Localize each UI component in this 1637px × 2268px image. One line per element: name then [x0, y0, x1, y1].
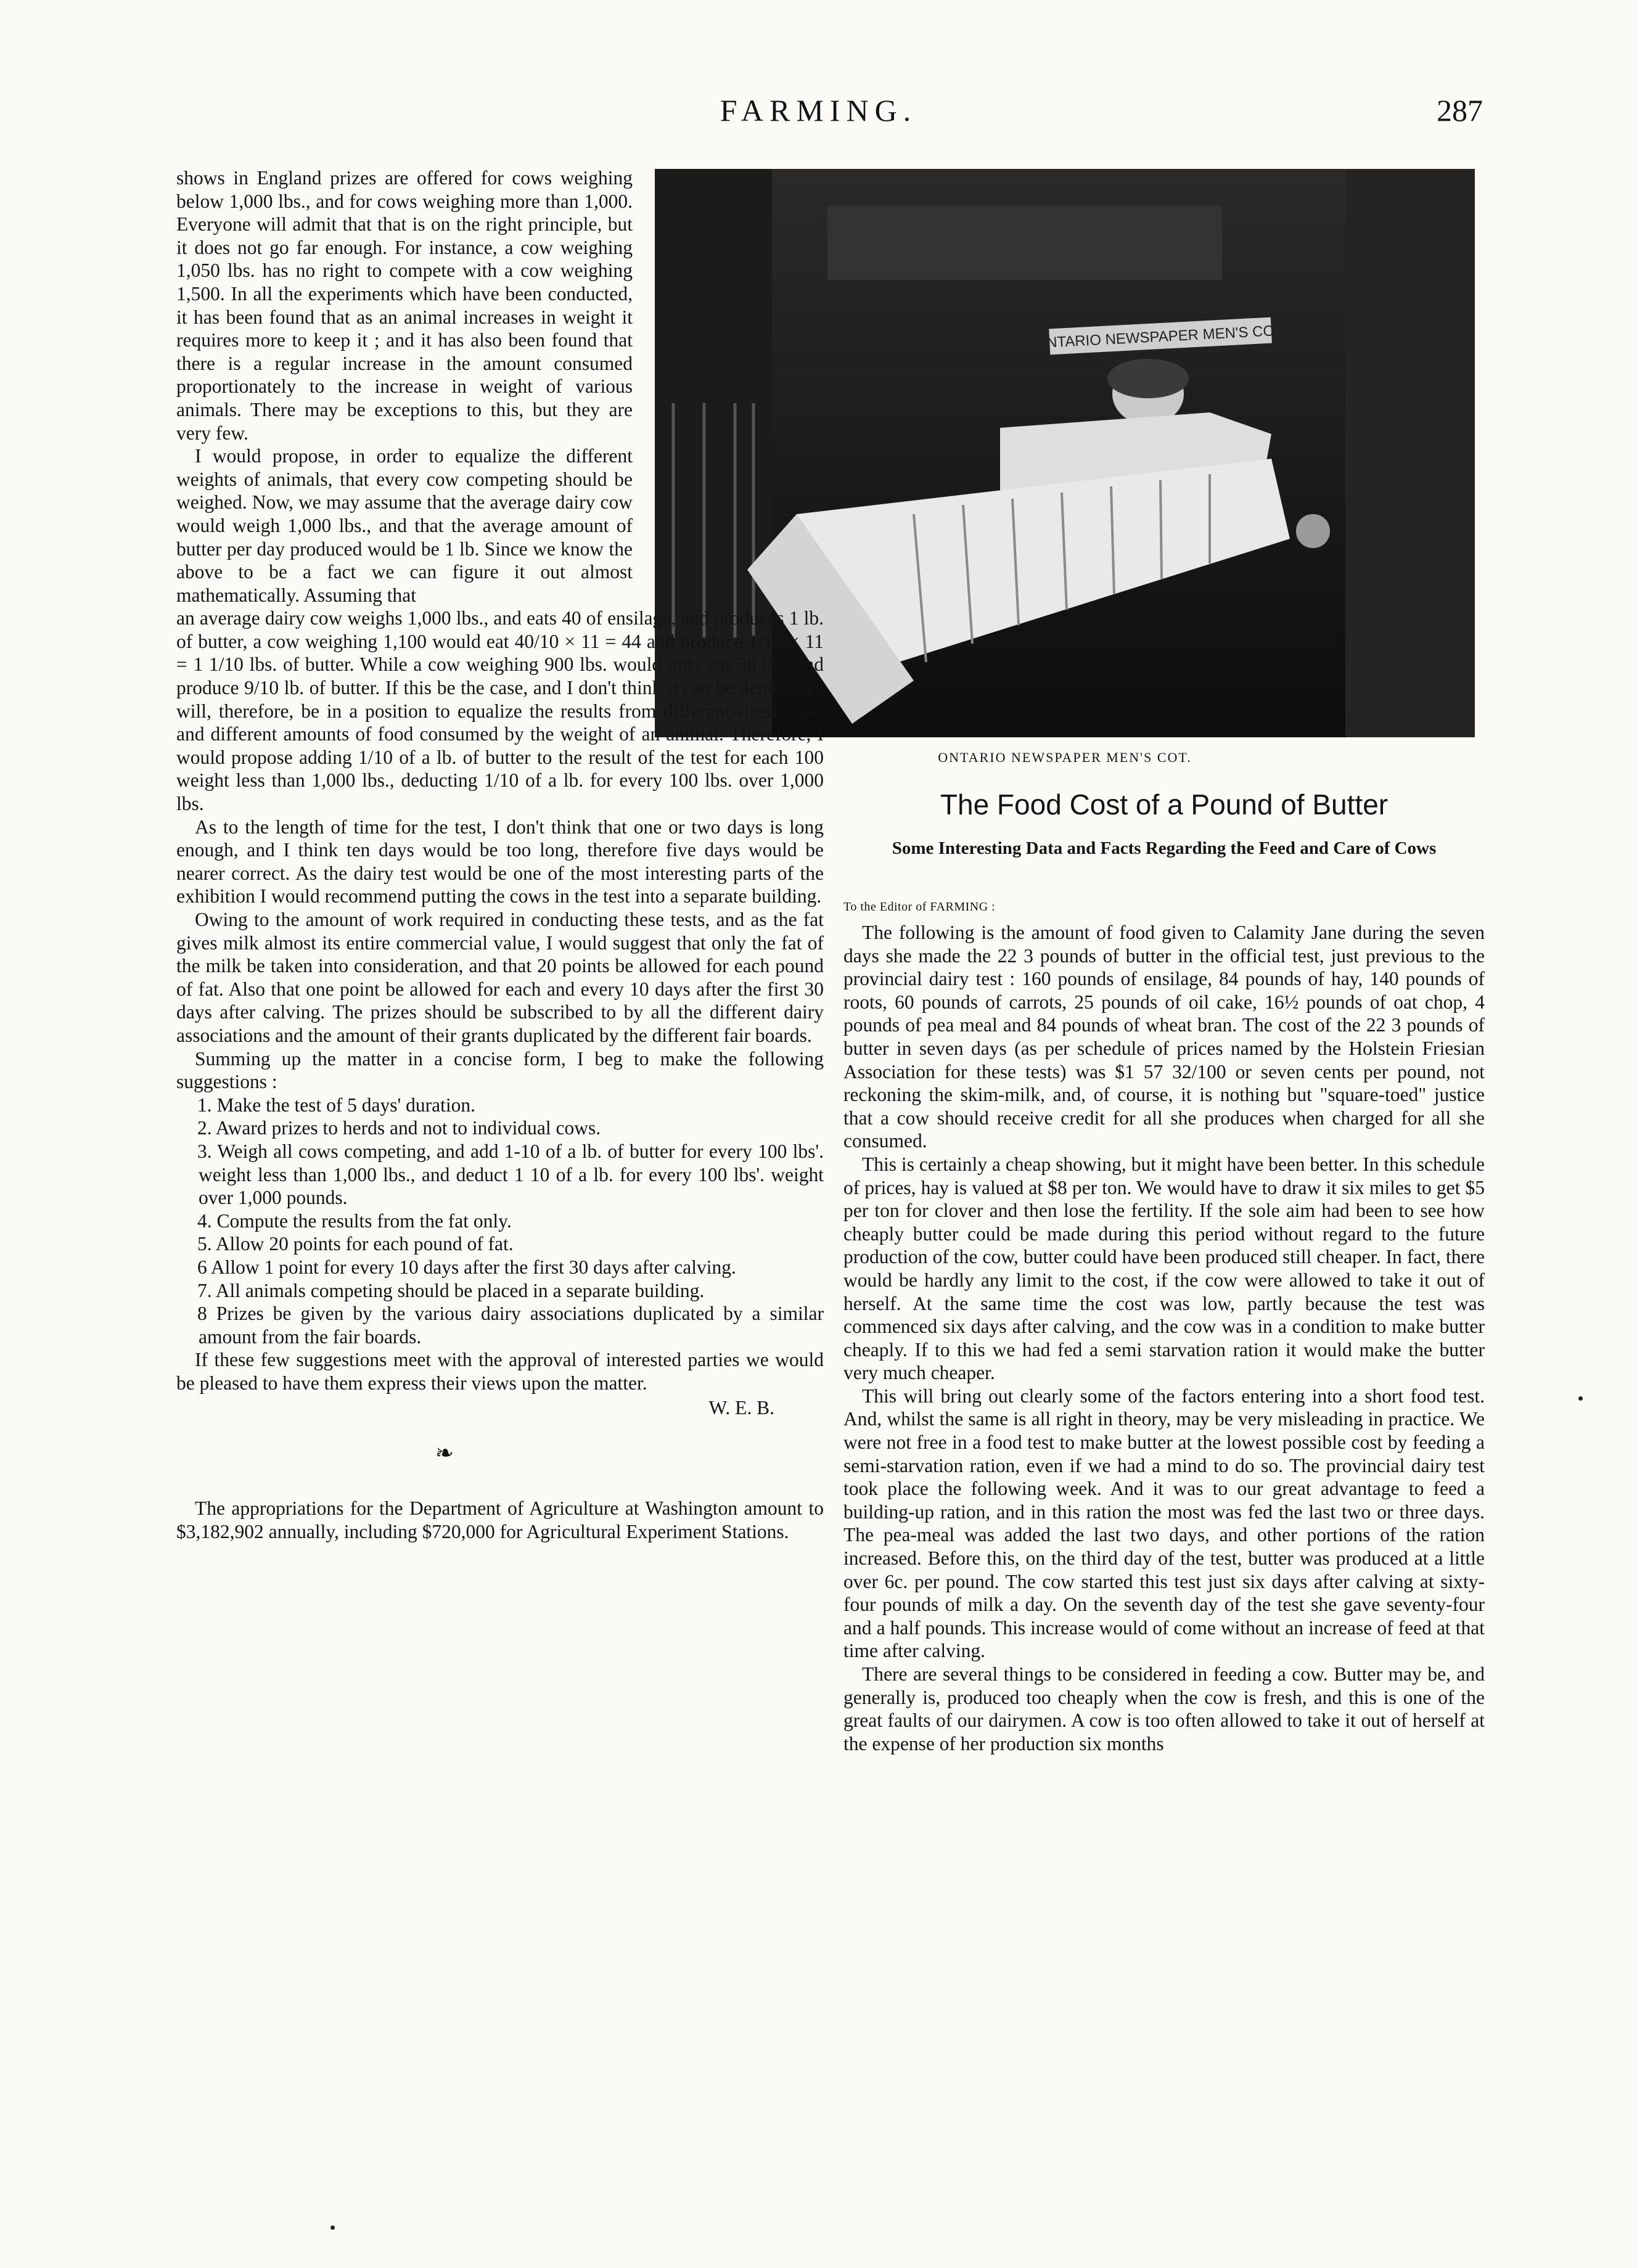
page-number: 287 [1437, 93, 1483, 128]
scan-speck [330, 2225, 335, 2230]
photo-sign: ONTARIO NEWSPAPER MEN'S COT. [1034, 322, 1287, 352]
article-title: The Food Cost of a Pound of Butter [940, 788, 1389, 821]
left-paragraph: I would propose, in order to equalize the different weights of animals, that every cow competing should be weighed. Now, we may assume that the average dairy cow would weigh 1,000 lbs., and that the average amount of butter per day produced would be 1 lb. Since we know the above to be a fact we can figure it out almost mathematically. Assuming that [176, 445, 633, 606]
left-paragraph: If these few suggestions meet with the approval of interested parties we would be pleased to have them express their views upon the matter. [176, 1349, 824, 1394]
left-paragraph: The appropriations for the Department of Agriculture at Washington amount to $3,182,902 annually, including $720,000 for Agricultural Experiment Stations. [176, 1497, 824, 1543]
suggestion-item: 6 Allow 1 point for every 10 days after the first 30 days after calving. [197, 1256, 736, 1278]
left-paragraph: shows in England prizes are offered for cows weighing below 1,000 lbs., and for cows weighing more than 1,000. Everyone will admit that that is on the right principle, but it does not go far enough. For instance, a cow weighing 1,050 lbs. has no right to compete with a cow weighing 1,500. In all the experiments which have been conducted, it has been found that as an animal increases in weight it requires more to keep it ; and it has also been found that there is a regular increase in the amount consumed proportionately to the increase in weight of various animals. There may be exceptions to this, but they are very few. [176, 167, 633, 444]
suggestion-item: 1. Make the test of 5 days' duration. [197, 1094, 475, 1116]
salutation: To the Editor of FARMING : [843, 900, 996, 914]
suggestion-item: 8 Prizes be given by the various dairy associations duplicated by a similar amount from the fair boards. [197, 1303, 824, 1348]
suggestion-item: 7. All animals competing should be placed in a separate building. [197, 1279, 705, 1301]
running-title: FARMING. [720, 93, 917, 128]
suggestion-item: 4. Compute the results from the fat only. [197, 1210, 512, 1232]
signature: W. E. B. [708, 1397, 774, 1419]
left-wrapped-text [176, 166, 633, 607]
left-paragraph: Summing up the matter in a concise form, I beg to make the following suggestions : [176, 1047, 824, 1093]
left-full-text [176, 607, 824, 1543]
suggestion-item: 5. Allow 20 points for each pound of fat. [197, 1233, 514, 1255]
suggestion-item: 3. Weigh all cows competing, and add 1-10 of a lb. of butter for every 100 lbs'. weight less than 1,000 lbs., and deduct 1 10 of a lb. for every 100 lbs'. weight over 1,000 pounds. [197, 1140, 824, 1209]
left-paragraph: an average dairy cow weighs 1,000 lbs., and eats 40 of ensilage, and produces 1 lb. of butter, a cow weighing 1,100 would eat 40/10 × 11 = 44 and produce 1/10 × 11 = 1 1/10 lbs. of butter. While a cow weighing 900 lbs. would only eat 36 lbs. and produce 9/10 lb. of butter. If this be the case, and I don't think it can be denied, we will, therefore, be in a position to equalize the results from different-sized cows and different amounts of food consumed by the weight of an animal. Therefore, I would propose adding 1/10 of a lb. of butter to the result of the test for each 100 weight less than 1,000 lbs., deducting 1/10 of a lb. for every 100 lbs. over 1,000 lbs. [176, 607, 824, 815]
left-paragraph: As to the length of time for the test, I don't think that one or two days is long enough, and I think ten days would be too long, therefore five days would be nearer correct. As the dairy test would be one of the most interesting parts of the exhibition I would recommend putting the cows in the test into a separate building. [176, 816, 824, 907]
left-paragraph: Owing to the amount of work required in conducting these tests, and as the fat gives milk almost its entire commercial value, I would suggest that only the fat of the milk be taken into consideration, and that 20 points be allowed for each pound of fat. Also that one point be allowed for each and every 10 days after the first 30 days after calving. The prizes should be subscribed to by all the different dairy associations and the amount of their grants duplicated by the different fair boards. [176, 909, 824, 1046]
article-body [843, 921, 1485, 1755]
article-subtitle: Some Interesting Data and Facts Regarding the Feed and Care of Cows [892, 838, 1437, 858]
article-paragraph: There are several things to be considered in feeding a cow. Butter may be, and generally is, produced too cheaply when the cow is fresh, and this is one of the great faults of our dairymen. A cow is too often allowed to take it out of herself at the expense of her production six months [843, 1663, 1485, 1754]
photo-caption: ONTARIO NEWSPAPER MEN'S COT. [938, 750, 1192, 765]
ornament-icon: ❧ [435, 1441, 454, 1466]
scan-speck [1578, 1396, 1583, 1401]
left-column [176, 166, 824, 1544]
suggestions-list [176, 1094, 824, 1349]
article-paragraph: The following is the amount of food given to Calamity Jane during the seven days she made the 22 3 pounds of butter in the official test, just previous to the provincial dairy test : 160 pounds of ensilage, 84 pounds of hay, 140 pounds of roots, 60 pounds of carrots, 25 pounds of oil cake, 16½ pounds of oat chop, 4 pounds of pea meal and 84 pounds of wheat bran. The cost of the 22 3 pounds of butter in seven days (as per schedule of prices named by the Holstein Friesian Association for these tests) was $1 57 32/100 or seven cents per pound, not reckoning the skim-milk, and, of course, it is nothing but "square-toed" justice that a cow should receive credit for all she produces when charged for all she consumed. [843, 922, 1485, 1152]
article-paragraph: This is certainly a cheap showing, but it might have been better. In this schedule of prices, hay is valued at $8 per ton. We would have to draw it six miles to get $5 per ton for clover and then lose the fertility. If the sole aim had been to see how cheaply butter could be made during this period without regard to the future production of the cow, butter could have been produced still cheaper. In fact, there would be hardly any limit to the cost, if the cow were allowed to take it out of herself. At the same time the cost was low, partly because the test was commenced six days after calving, and the cow was in a condition to make butter cheaply. If to this we had fed a semi starvation ration it would make the butter very much cheaper. [843, 1153, 1485, 1384]
suggestion-item: 2. Award prizes to herds and not to individual cows. [197, 1117, 601, 1139]
article-paragraph: This will bring out clearly some of the factors entering into a short food test. And, whilst the same is all right in theory, may be very misleading in practice. We were not free in a food test to make butter at the lowest possible cost by feeding a semi-starvation ration, even if we had a mind to do so. The provincial dairy test took place the following week. And it was to our great advantage to feed a building-up ration, and in this ration the most was fed the last two or three days. The pea-meal was added the last two days, and other portions of the ration increased. Before this, on the third day of the test, butter was produced at a little over 6c. per pound. The cow started this test just six days after calving at sixty-four pounds of milk a day. On the seventh day of the test she gave seventy-four and a half pounds. This increase would of come without an increase of feed at that time after calving. [843, 1385, 1485, 1662]
